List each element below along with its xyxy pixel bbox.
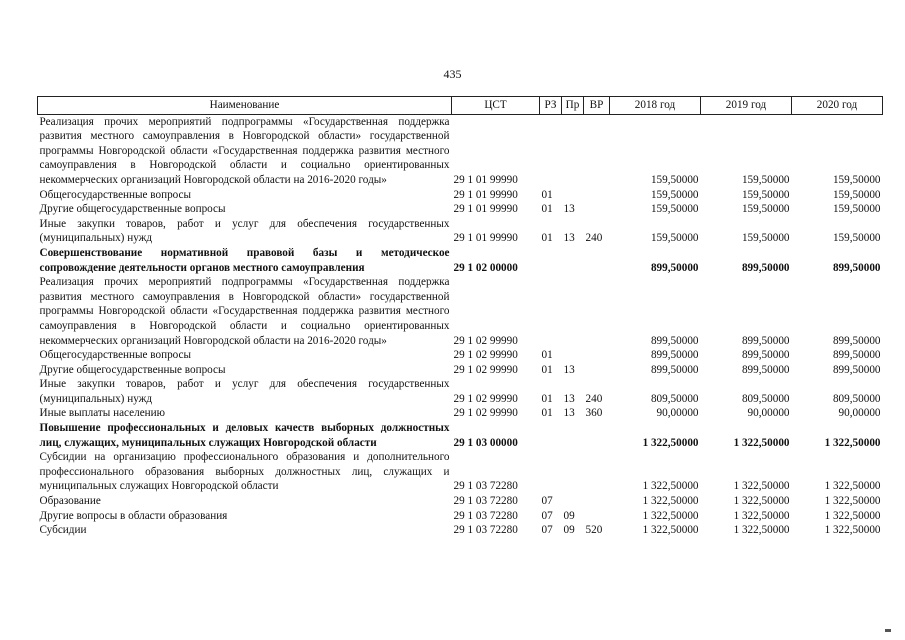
cell-pr: 13 — [563, 392, 575, 405]
cell-2020: 899,50000 — [832, 363, 881, 376]
cell-name: Реализация прочих мероприятий подпрограммы «Государственная поддержка развития местного самоуправления в Новгородской области» государственной программы Новгородской области «Государственная поддержка развития местного самоуправления в Новгородской области и социально ориентированных некоммерческих организаций Новгородской области на 2016-2020 годы» — [39, 276, 450, 347]
cell-2018: 899,50000 — [650, 334, 699, 347]
table-row — [38, 450, 883, 494]
cell-2020: 159,50000 — [832, 173, 881, 186]
cell-name: Субсидии — [39, 524, 87, 537]
cell-name: Другие общегосударственные вопросы — [39, 203, 226, 216]
cell-vr — [584, 450, 610, 494]
table-row — [38, 217, 883, 246]
cell-pr: 13 — [563, 407, 575, 420]
cell-2020: 1 322,50000 — [824, 436, 881, 449]
cell-pr: 13 — [563, 203, 575, 216]
cell-vr — [584, 494, 610, 509]
cell-2018: 899,50000 — [650, 261, 699, 274]
table-body — [38, 114, 883, 538]
cell-vr: 240 — [585, 392, 603, 405]
cell-name: Иные закупки товаров, работ и услуг для обеспечения государственных (муниципальных) нужд — [39, 217, 450, 245]
cell-2019: 1 322,50000 — [733, 436, 790, 449]
table-row — [38, 114, 883, 187]
cell-name: Образование — [39, 495, 101, 508]
cell-cst: 29 1 02 99990 — [453, 407, 518, 420]
cell-rz: 07 — [541, 509, 553, 522]
cell-pr — [562, 450, 584, 494]
cell-pr — [562, 348, 584, 363]
cell-vr: 240 — [585, 232, 603, 245]
cell-rz: 01 — [541, 232, 553, 245]
cell-cst: 29 1 01 99990 — [453, 188, 518, 201]
scan-mark — [885, 629, 891, 632]
cell-name: Повышение профессиональных и деловых качеств выборных должностных лиц, служащих, муниципальных служащих Новгородской области — [39, 422, 450, 449]
cell-2018: 1 322,50000 — [642, 480, 699, 493]
cell-vr — [584, 509, 610, 524]
header-name: Наименование — [38, 97, 452, 115]
cell-2018: 1 322,50000 — [642, 509, 699, 522]
cell-2020: 1 322,50000 — [824, 509, 881, 522]
cell-2019: 1 322,50000 — [733, 524, 790, 537]
cell-cst: 29 1 03 72280 — [453, 495, 518, 508]
cell-pr — [562, 246, 584, 275]
cell-2019: 159,50000 — [741, 173, 790, 186]
cell-rz: 07 — [541, 495, 553, 508]
cell-2019: 899,50000 — [741, 334, 790, 347]
cell-2018: 159,50000 — [650, 203, 699, 216]
cell-2018: 90,00000 — [656, 407, 699, 420]
cell-2018: 159,50000 — [650, 173, 699, 186]
cell-vr — [584, 202, 610, 217]
cell-2019: 809,50000 — [741, 392, 790, 405]
table-row — [38, 363, 883, 378]
table-row — [38, 348, 883, 363]
cell-2018: 159,50000 — [650, 232, 699, 245]
cell-cst: 29 1 01 99990 — [453, 232, 518, 245]
cell-name: Иные выплаты населению — [39, 407, 165, 420]
cell-2019: 159,50000 — [741, 203, 790, 216]
cell-2018: 1 322,50000 — [642, 495, 699, 508]
cell-pr — [562, 494, 584, 509]
cell-cst: 29 1 03 72280 — [453, 524, 518, 537]
header-rz: РЗ — [540, 97, 562, 115]
cell-name: Общегосударственные вопросы — [39, 349, 192, 362]
table-row — [38, 188, 883, 203]
cell-pr — [562, 114, 584, 187]
cell-rz — [540, 246, 562, 275]
cell-2019: 899,50000 — [741, 261, 790, 274]
table-row — [38, 421, 883, 450]
cell-rz: 01 — [541, 203, 553, 216]
cell-name: Реализация прочих мероприятий подпрограммы «Государственная поддержка развития местного самоуправления в Новгородской области» государственной программы Новгородской области «Государственная поддержка развития местного самоуправления в Новгородской области и социально ориентированных некоммерческих организаций Новгородской области на 2016-2020 годы» — [39, 115, 450, 186]
cell-pr: 09 — [563, 524, 575, 537]
table-row — [38, 406, 883, 421]
cell-cst: 29 1 02 99990 — [453, 334, 518, 347]
cell-rz: 01 — [541, 363, 553, 376]
cell-2020: 159,50000 — [832, 203, 881, 216]
cell-rz: 01 — [541, 407, 553, 420]
cell-rz: 07 — [541, 524, 553, 537]
cell-rz: 01 — [541, 188, 553, 201]
cell-name: Общегосударственные вопросы — [39, 188, 192, 201]
cell-2020: 1 322,50000 — [824, 524, 881, 537]
cell-2019: 159,50000 — [741, 232, 790, 245]
header-2019: 2019 год — [701, 97, 792, 115]
cell-rz: 01 — [541, 392, 553, 405]
cell-vr — [584, 421, 610, 450]
cell-cst: 29 1 03 72280 — [453, 480, 518, 493]
cell-vr — [584, 348, 610, 363]
header-2018: 2018 год — [610, 97, 701, 115]
cell-2019: 1 322,50000 — [733, 480, 790, 493]
cell-cst: 29 1 01 99990 — [453, 173, 518, 186]
table-row — [38, 523, 883, 538]
budget-table — [37, 96, 883, 538]
cell-vr — [584, 188, 610, 203]
cell-vr — [584, 363, 610, 378]
table-header — [38, 97, 883, 115]
table-row — [38, 509, 883, 524]
cell-2020: 899,50000 — [832, 261, 881, 274]
cell-2019: 159,50000 — [741, 188, 790, 201]
cell-pr — [562, 275, 584, 348]
table-row — [38, 377, 883, 406]
cell-2018: 809,50000 — [650, 392, 699, 405]
cell-2020: 1 322,50000 — [824, 480, 881, 493]
cell-2018: 159,50000 — [650, 188, 699, 201]
cell-pr: 13 — [563, 232, 575, 245]
cell-2020: 159,50000 — [832, 188, 881, 201]
cell-vr — [584, 246, 610, 275]
cell-2020: 1 322,50000 — [824, 495, 881, 508]
cell-2020: 899,50000 — [832, 334, 881, 347]
cell-2018: 899,50000 — [650, 349, 699, 362]
header-cst: ЦСТ — [452, 97, 540, 115]
page-number: 435 — [443, 67, 462, 81]
cell-rz — [540, 421, 562, 450]
cell-2019: 1 322,50000 — [733, 509, 790, 522]
cell-rz: 01 — [541, 349, 553, 362]
cell-vr: 520 — [585, 524, 603, 537]
table-row — [38, 275, 883, 348]
cell-name: Другие общегосударственные вопросы — [39, 363, 226, 376]
cell-cst: 29 1 02 99990 — [453, 349, 518, 362]
cell-name: Иные закупки товаров, работ и услуг для обеспечения государственных (муниципальных) нужд — [39, 378, 450, 405]
cell-2019: 899,50000 — [741, 363, 790, 376]
cell-name: Другие вопросы в области образования — [39, 509, 228, 522]
cell-2018: 1 322,50000 — [642, 436, 699, 449]
cell-2018: 1 322,50000 — [642, 524, 699, 537]
cell-2019: 1 322,50000 — [733, 495, 790, 508]
cell-cst: 29 1 02 99990 — [453, 363, 518, 376]
cell-2019: 90,00000 — [747, 407, 790, 420]
table-row — [38, 202, 883, 217]
cell-pr: 09 — [563, 509, 575, 522]
cell-2019: 899,50000 — [741, 349, 790, 362]
cell-cst: 29 1 02 00000 — [453, 261, 518, 274]
header-2020: 2020 год — [792, 97, 883, 115]
cell-name: Совершенствование нормативной правовой базы и методическое сопровождение деятельности органов местного самоуправления — [39, 246, 450, 274]
cell-pr — [562, 188, 584, 203]
cell-cst: 29 1 03 72280 — [453, 509, 518, 522]
cell-2018: 899,50000 — [650, 363, 699, 376]
cell-cst: 29 1 02 99990 — [453, 392, 518, 405]
cell-rz — [540, 114, 562, 187]
cell-2020: 90,00000 — [838, 407, 881, 420]
cell-2020: 159,50000 — [832, 232, 881, 245]
header-pr: Пр — [562, 97, 584, 115]
header-row — [38, 97, 883, 115]
cell-2020: 809,50000 — [832, 392, 881, 405]
cell-vr: 360 — [585, 407, 603, 420]
cell-vr — [584, 275, 610, 348]
header-vr: ВР — [584, 97, 610, 115]
cell-pr — [562, 421, 584, 450]
cell-pr: 13 — [563, 363, 575, 376]
cell-rz — [540, 450, 562, 494]
cell-cst: 29 1 01 99990 — [453, 203, 518, 216]
table-row — [38, 246, 883, 275]
table-row — [38, 494, 883, 509]
cell-cst: 29 1 03 00000 — [453, 436, 518, 449]
cell-rz — [540, 275, 562, 348]
cell-name: Субсидии на организацию профессионального образования и дополнительного профессионального образования выборных должностных лиц, служащих и муниципальных служащих Новгородской области — [39, 451, 450, 493]
cell-vr — [584, 114, 610, 187]
cell-2020: 899,50000 — [832, 349, 881, 362]
